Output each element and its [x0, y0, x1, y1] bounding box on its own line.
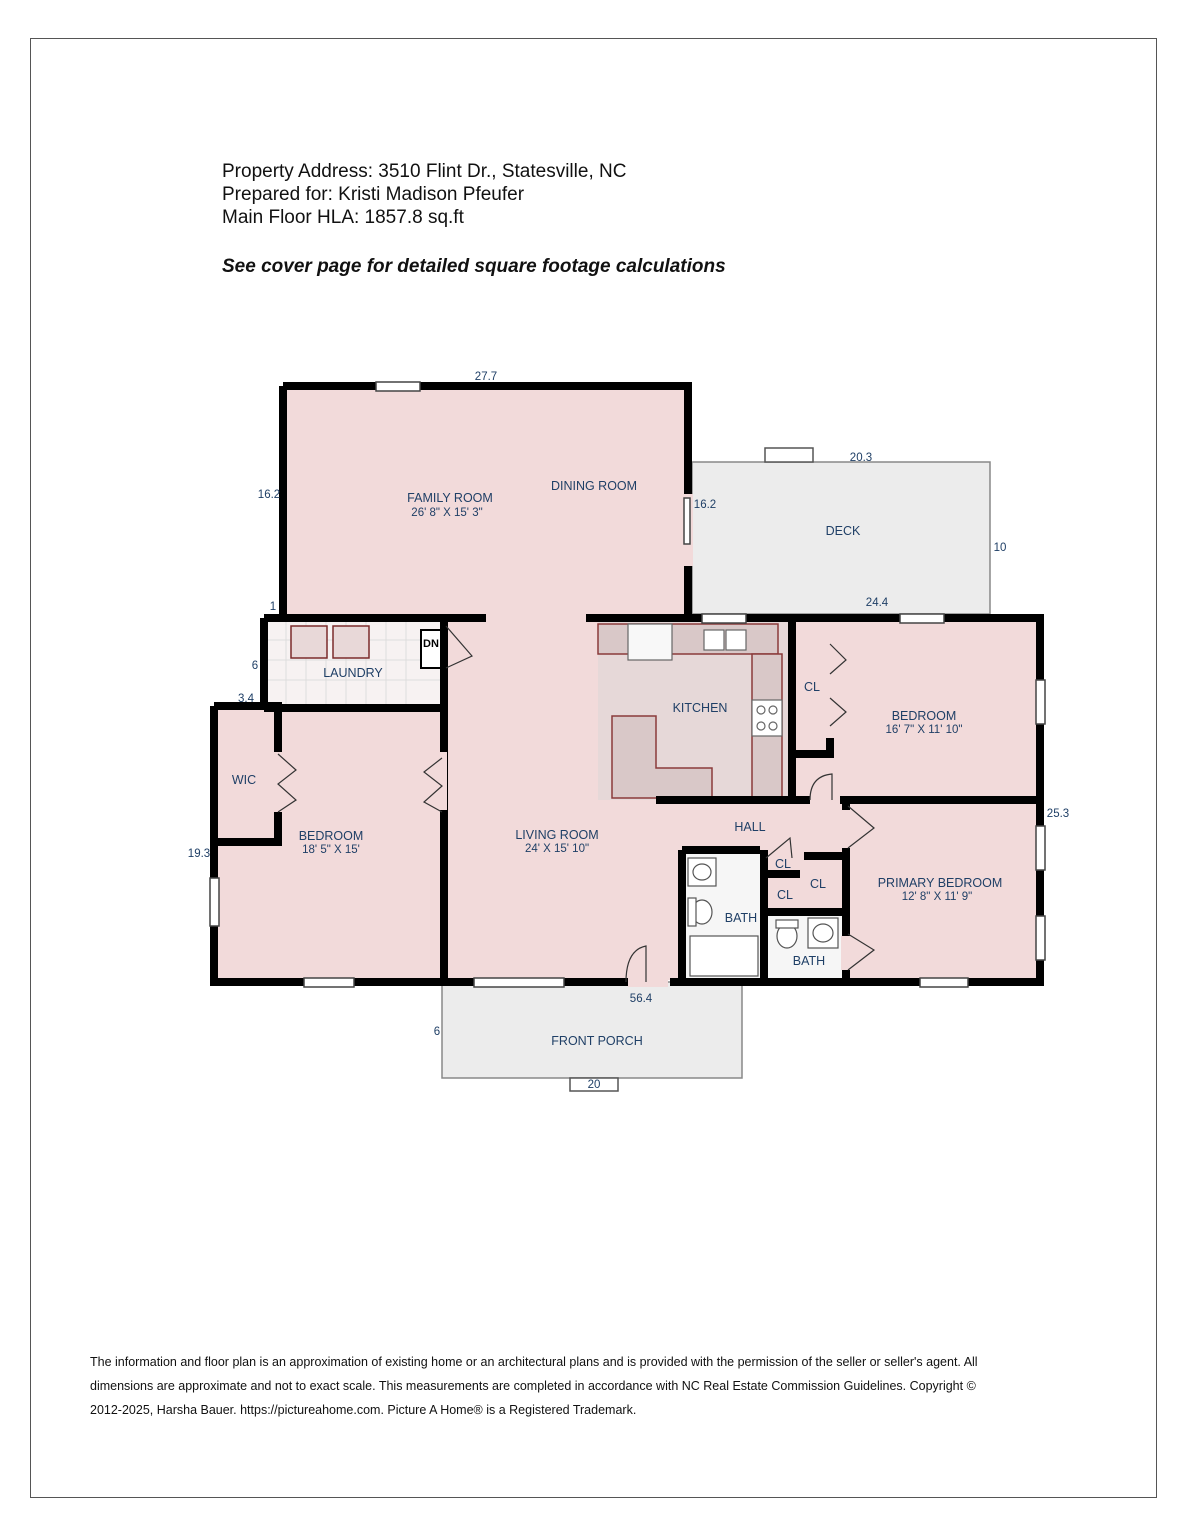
bath-hall-label: BATH	[724, 911, 758, 925]
front-porch-area	[442, 982, 742, 1078]
closet-right-label: CL	[804, 680, 820, 694]
dim-family-right: 16.2	[693, 499, 717, 511]
dim-deck-right: 10	[993, 542, 1007, 554]
bath-primary-label: BATH	[792, 954, 826, 968]
bedroom-left-label: BEDROOM	[298, 829, 364, 843]
deck-step	[765, 448, 813, 462]
disclaimer-line-2: dimensions are approximate and not to exact scale. This measurements are completed in accordance with NC Real Estate Commission Guidelines. Copyright ©	[90, 1379, 976, 1393]
living-room-label: LIVING ROOM	[515, 828, 599, 842]
deck-area	[692, 462, 990, 614]
bedroom-right-dims: 16' 7" X 11' 10"	[885, 724, 963, 736]
disclaimer-line-1: The information and floor plan is an approximation of existing home or an architectural plans and is provided with the permission of the seller or seller's agent. All	[90, 1355, 978, 1369]
front-porch-label: FRONT PORCH	[551, 1034, 643, 1048]
dining-room-label: DINING ROOM	[550, 479, 638, 493]
washer	[291, 626, 327, 658]
kitchen-label: KITCHEN	[672, 701, 728, 715]
closet-hall-1-label: CL	[775, 857, 791, 871]
stairs-down-label: DN	[423, 638, 439, 650]
deck-label: DECK	[825, 524, 861, 538]
bedroom-left-dims: 18' 5" X 15'	[302, 844, 360, 856]
bedroom-right-label: BEDROOM	[891, 709, 957, 723]
primary-bedroom-label: PRIMARY BEDROOM	[877, 876, 1003, 890]
dim-left-side: 19.3	[187, 848, 211, 860]
family-room-dims: 26' 8" X 15' 3"	[411, 507, 483, 519]
dim-right-side: 25.3	[1046, 808, 1070, 820]
stove	[752, 700, 782, 736]
dim-deck-bottom: 24.4	[865, 597, 889, 609]
hla-area: Main Floor HLA: 1857.8 sq.ft	[222, 207, 464, 228]
dim-front-overall: 56.4	[629, 993, 653, 1005]
dim-porch-left: 6	[433, 1026, 441, 1038]
closet-hall-2-label: CL	[777, 888, 793, 902]
disclaimer-line-3: 2012-2025, Harsha Bauer. https://pictureahome.com. Picture A Home® is a Registered Trademark.	[90, 1403, 637, 1417]
cover-page-note: See cover page for detailed square footage calculations	[222, 256, 726, 277]
dim-deck-top: 20.3	[849, 452, 873, 464]
closet-primary-label: CL	[810, 877, 826, 891]
dryer	[333, 626, 369, 658]
dim-laundry-left: 6	[251, 660, 259, 672]
wic-label: WIC	[231, 773, 257, 787]
dim-step-1: 1	[269, 601, 277, 613]
primary-bedroom-dims: 12' 8" X 11' 9"	[901, 891, 973, 903]
dim-family-top: 27.7	[474, 371, 498, 383]
hall-label: HALL	[734, 820, 766, 834]
prepared-for: Prepared for: Kristi Madison Pfeufer	[222, 184, 525, 205]
dim-laundry-step: 3.4	[238, 693, 254, 705]
refrigerator	[628, 624, 672, 660]
dim-family-left: 16.2	[257, 489, 281, 501]
laundry-label: LAUNDRY	[323, 666, 383, 680]
family-room-label: FAMILY ROOM	[407, 491, 493, 505]
dim-porch-bottom: 20	[587, 1079, 601, 1091]
living-room-dims: 24' X 15' 10"	[524, 843, 590, 855]
property-address: Property Address: 3510 Flint Dr., Statesville, NC	[222, 161, 627, 182]
disclaimer	[90, 1350, 1090, 1422]
